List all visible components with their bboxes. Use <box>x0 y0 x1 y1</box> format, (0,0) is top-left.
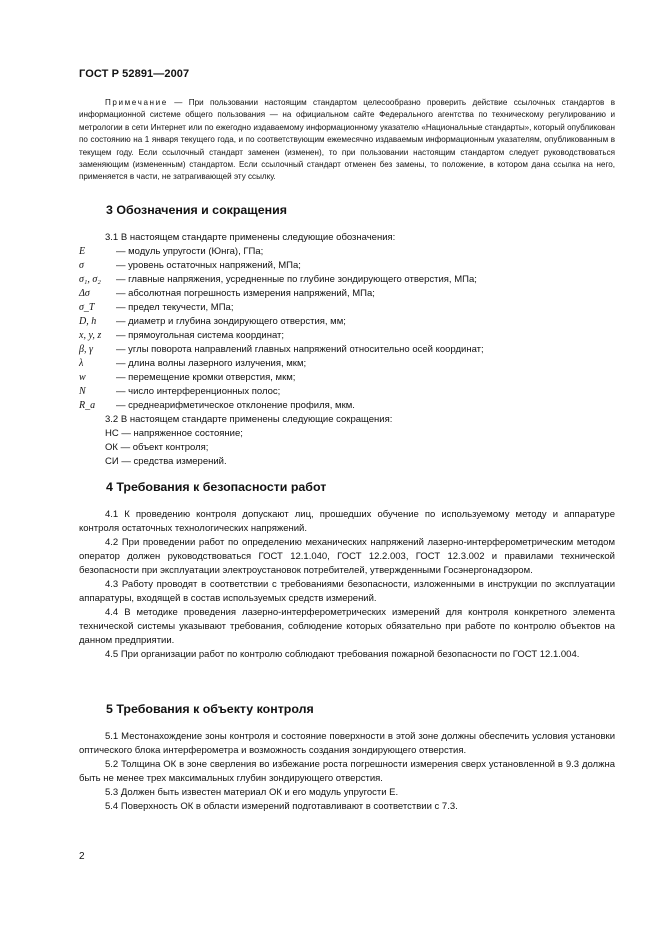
symbol-definition: — уровень остаточных напряжений, МПа; <box>116 260 301 271</box>
symbol-definition: — перемещение кромки отверстия, мкм; <box>116 372 296 383</box>
symbol-definition: — число интерференционных полос; <box>116 386 281 397</box>
symbol-row <box>79 301 615 315</box>
symbol: N <box>79 386 86 397</box>
symbol: λ <box>79 358 84 369</box>
paragraph: 4.4 В методике проведения лазерно-интерферометрических измерений для контроля конкретного элемента технической системы указывают требования, соблюдение которых обязательно при работе по контролю объектов на данном предприятии. <box>79 607 615 646</box>
symbol-definition: — главные напряжения, усредненные по глубине зондирующего отверстия, МПа; <box>116 274 477 285</box>
symbol: Δσ <box>79 288 90 299</box>
paragraph: 5.3 Должен быть известен материал ОК и его модуль упругости Е. <box>105 787 399 798</box>
symbol-row <box>79 371 615 385</box>
paragraph: 5.4 Поверхность ОК в области измерений подготавливают в соответствии с 7.3. <box>105 801 458 812</box>
symbol: σ_T <box>79 302 95 313</box>
section-5-body <box>79 730 615 814</box>
symbol-row <box>79 357 615 371</box>
abbreviations-intro: 3.2 В настоящем стандарте применены следующие сокращения: <box>105 414 393 425</box>
paragraph: 4.5 При организации работ по контролю соблюдают требования пожарной безопасности по ГОСТ 12.1.004. <box>105 649 580 660</box>
symbol: β, γ <box>79 344 93 355</box>
symbol-row <box>79 315 615 329</box>
paragraph: 4.3 Работу проводят в соответствии с требованиями безопасности, изложенными в инструкции по эксплуатации аппаратуры, входящей в состав используемых средств измерений. <box>79 579 615 604</box>
symbol: E <box>79 246 86 257</box>
abbreviation-item: НС — напряженное состояние; <box>105 428 243 439</box>
symbol-row <box>79 259 615 273</box>
section-4-heading: 4 Требования к безопасности работ <box>106 480 327 494</box>
abbreviation-item: ОК — объект контроля; <box>105 442 209 453</box>
abbreviation-item: СИ — средства измерений. <box>105 456 227 467</box>
symbol: σ₁, σ₂ <box>79 274 101 285</box>
symbol-row <box>79 273 615 287</box>
page-number: 2 <box>79 851 85 862</box>
symbol-definition: — модуль упругости (Юнга), ГПа; <box>116 246 264 257</box>
symbol-definition: — абсолютная погрешность измерения напряжений, МПа; <box>116 288 375 299</box>
symbol-definition: — длина волны лазерного излучения, мкм; <box>116 358 307 369</box>
paragraph: 4.1 К проведению контроля допускают лиц, прошедших обучение по используемому методу и аппаратуре контроля остаточных технологических напряжений. <box>79 509 615 534</box>
symbol-definition: — диаметр и глубина зондирующего отверстия, мм; <box>116 316 346 327</box>
paragraph: 5.2 Толщина ОК в зоне сверления во избежание роста погрешности измерения сверх установленной в 9.3 должна быть не менее трех максимальных глубин зондирующего отверстия. <box>79 759 615 784</box>
section-4-body <box>79 508 615 662</box>
symbol-row <box>79 329 615 343</box>
paragraph: 4.2 При проведении работ по определению механических напряжений лазерно-интерферометрическим методом оператор должен руководствоваться ГОСТ 12.1.040, ГОСТ 12.2.003, ГОСТ 12.3.002 и правилами технической безопасности при эксплуатации электроустановок потребителей, утвержденными Госэнергонадзором. <box>79 537 615 576</box>
symbol-row <box>79 343 615 357</box>
paragraph: 5.1 Местонахождение зоны контроля и состояние поверхности в этой зоне должны обеспечить условия установки оптического блока интерферометра и возможность создания зондирующего отверстия. <box>79 731 615 756</box>
symbol-row <box>79 399 615 413</box>
reference-note <box>79 97 615 184</box>
section-3-heading: 3 Обозначения и сокращения <box>106 203 287 217</box>
section-5-heading: 5 Требования к объекту контроля <box>106 702 314 716</box>
symbol-row <box>79 245 615 259</box>
symbol-definition: — среднеарифметическое отклонение профиля, мкм. <box>116 400 355 411</box>
symbol-definition: — прямоугольная система координат; <box>116 330 285 341</box>
symbol-row <box>79 385 615 399</box>
symbol: x, y, z <box>79 330 102 341</box>
section-3-body <box>79 231 615 469</box>
symbol: w <box>79 372 86 383</box>
symbol-definition: — предел текучести, МПа; <box>116 302 234 313</box>
note-text: — При пользовании настоящим стандартом целесообразно проверить действие ссылочных стандартов в информационной системе общего пользования — на официальном сайте Федерального агентства по техническому регулированию и метрологии в сети Интернет или по ежегодно издаваемому информационному указателю «Национальные стандарты», который опубликован по состоянию на 1 января текущего года, и по соответствующим ежемесячно издаваемым информационным указателям, опубликованным в текущем году. Если ссылочный стандарт заменен (изменен), то при пользовании настоящим стандартом следует руководствоваться заменяющим (измененным) стандартом. Если ссылочный стандарт отменен без замены, то положение, в котором дана ссылка на него, применяется в части, не затрагивающей эту ссылку. <box>79 98 615 182</box>
symbol: R_a <box>79 400 96 411</box>
symbols-list <box>79 245 615 413</box>
symbol-row <box>79 287 615 301</box>
document-header: ГОСТ Р 52891—2007 <box>79 68 190 80</box>
note-label: Примечание <box>105 98 168 107</box>
symbol-definition: — углы поворота направлений главных напряжений относительно осей координат; <box>116 344 484 355</box>
symbol: D, h <box>79 316 97 327</box>
symbols-intro: 3.1 В настоящем стандарте применены следующие обозначения: <box>105 232 396 243</box>
symbol: σ <box>79 260 84 271</box>
